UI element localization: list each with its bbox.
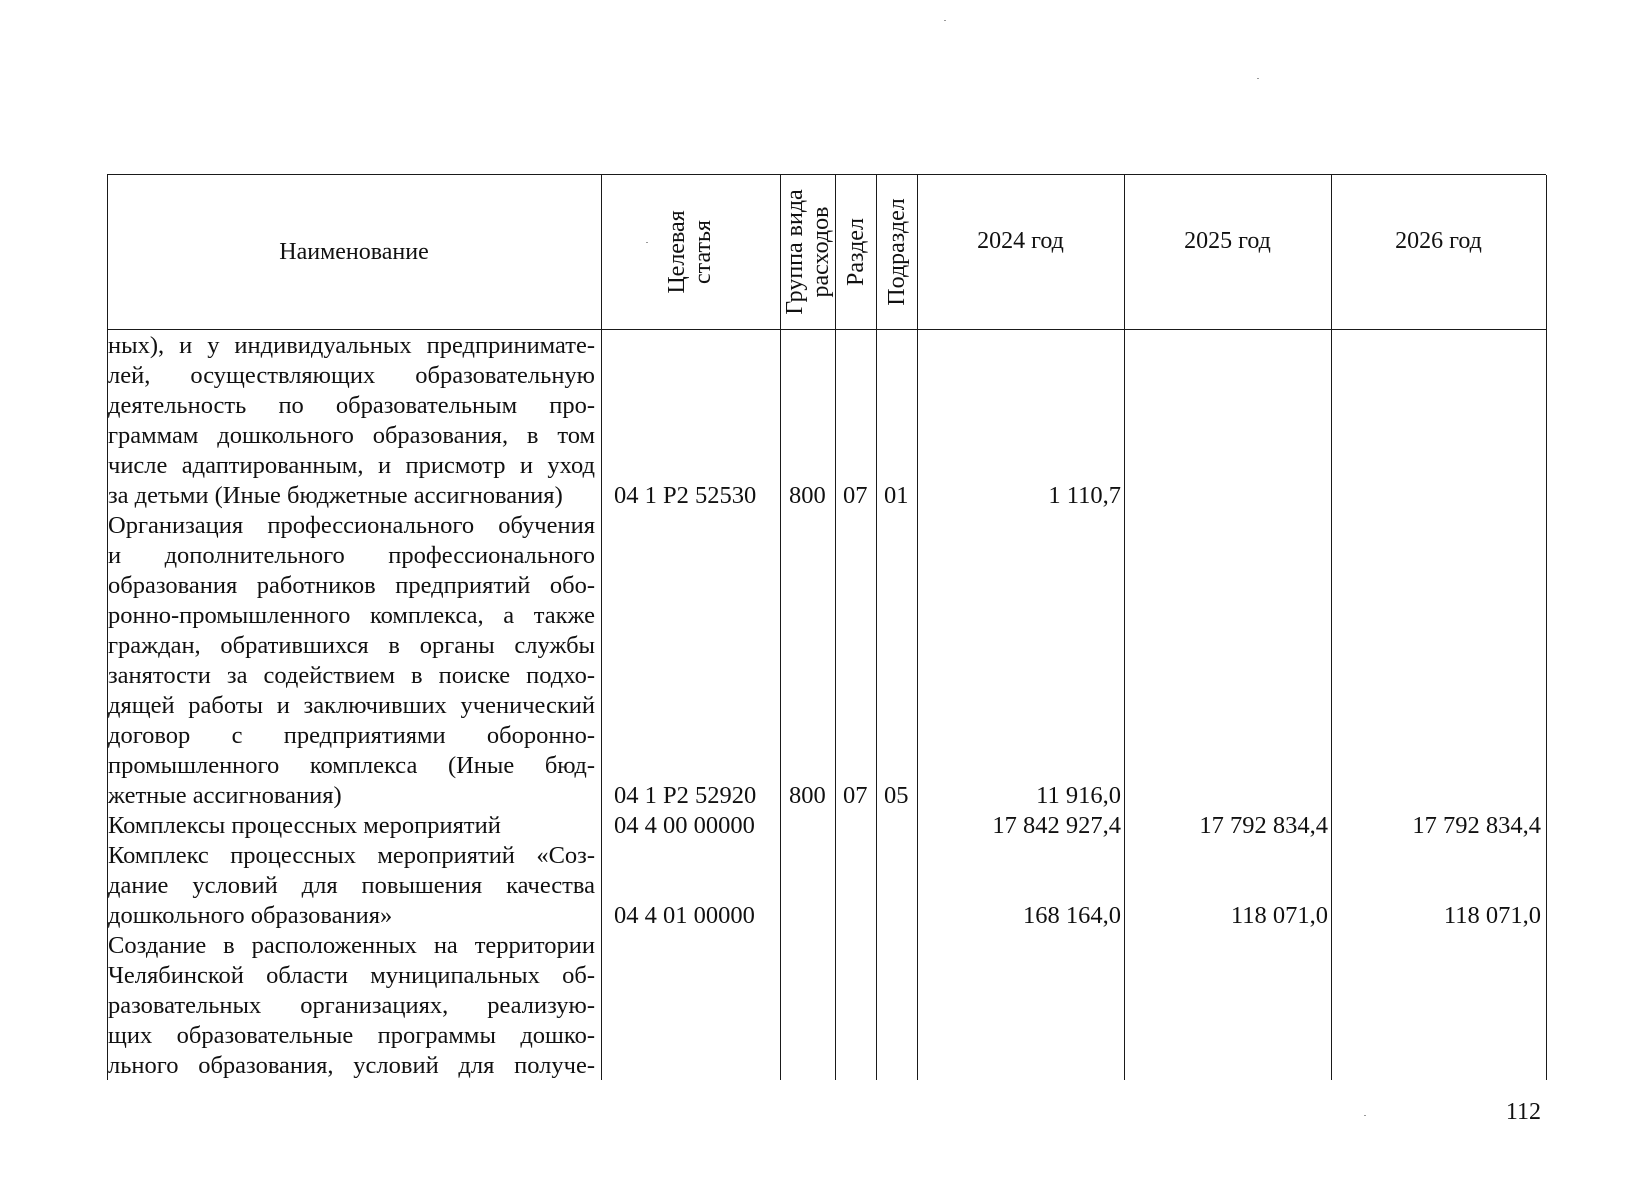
row-name-line: договор с предприятиями оборонно-	[108, 722, 595, 749]
scan-speck	[646, 242, 648, 243]
row-amount-2024: 11 916,0	[1036, 782, 1121, 809]
row-name-line: дящей работы и заключивших ученический	[108, 692, 595, 719]
row-name-line: лей, осуществляющих образовательную	[108, 362, 595, 389]
row-name-line: ных), и у индивидуальных предпринимате-	[108, 332, 595, 359]
row-code: 04 1 Р2 52920	[614, 782, 757, 809]
row-name-line: промышленного комплекса (Иные бюд-	[108, 752, 595, 779]
header-year-2026: 2026 год	[1395, 227, 1482, 254]
header-expense-group-line1: Группа вида	[782, 189, 808, 315]
header-expense-group	[782, 189, 834, 314]
row-name-line: числе адаптированным, и присмотр и уход	[108, 452, 595, 479]
scan-speck	[1257, 78, 1259, 79]
row-name-line: деятельность по образовательным про-	[108, 392, 595, 419]
row-group: 800	[789, 782, 826, 809]
row-name-line: дошкольного образования»	[108, 902, 393, 929]
row-code: 04 4 00 00000	[614, 812, 755, 839]
row-name-line: ронно-промышленного комплекса, а также	[108, 602, 595, 629]
header-section: Раздел	[843, 218, 869, 286]
row-name-line: и дополнительного профессионального	[108, 542, 595, 569]
header-year-2025: 2025 год	[1184, 227, 1271, 254]
row-name-line: Комплекс процессных мероприятий «Соз-	[108, 842, 595, 869]
row-name-line: Комплексы процессных мероприятий	[108, 812, 501, 839]
row-name-line: Создание в расположенных на территории	[108, 932, 595, 959]
row-code: 04 4 01 00000	[614, 902, 755, 929]
header-target-article-line2: статья	[690, 220, 716, 284]
row-code: 04 1 Р2 52530	[614, 482, 757, 509]
row-subsection: 05	[884, 782, 909, 809]
row-name-line: Челябинской области муниципальных об-	[108, 962, 595, 989]
header-expense-group-line2: расходов	[808, 206, 834, 298]
row-subsection: 01	[884, 482, 909, 509]
row-section: 07	[843, 482, 868, 509]
row-name-line: разовательных организациях, реализую-	[108, 992, 595, 1019]
col-border-group	[835, 175, 836, 1080]
header-target-article	[664, 210, 716, 293]
row-amount-2024: 17 842 927,4	[992, 812, 1121, 839]
row-name-line: граждан, обратившихся в органы службы	[108, 632, 595, 659]
header-name: Наименование	[279, 238, 429, 265]
row-amount-2024: 1 110,7	[1048, 482, 1121, 509]
row-name-line: образования работников предприятий обо-	[108, 572, 595, 599]
row-name-line: льного образования, условий для получе-	[108, 1052, 595, 1079]
header-target-article-line1: Целевая	[664, 210, 690, 294]
col-border-subsection	[917, 175, 918, 1080]
row-amount-2026: 17 792 834,4	[1412, 812, 1541, 839]
col-border-name	[601, 175, 602, 1080]
page-number: 112	[1505, 1099, 1541, 1125]
row-name-line: за детьми (Иные бюджетные ассигнования)	[108, 482, 563, 509]
row-name-line: щих образовательные программы дошко-	[108, 1022, 595, 1049]
scan-speck	[1364, 1115, 1366, 1116]
row-amount-2026: 118 071,0	[1443, 902, 1541, 929]
row-name-line: Организация профессионального обучения	[108, 512, 595, 539]
row-section: 07	[843, 782, 868, 809]
row-amount-2025: 118 071,0	[1230, 902, 1328, 929]
header-year-2024: 2024 год	[977, 227, 1064, 254]
col-border-section	[876, 175, 877, 1080]
col-border-2024	[1124, 175, 1125, 1080]
col-border-right	[1546, 175, 1547, 1080]
row-name-line: занятости за содействием в поиске подхо-	[108, 662, 595, 689]
row-amount-2024: 168 164,0	[1023, 902, 1121, 929]
row-name-line: граммам дошкольного образования, в том	[108, 422, 595, 449]
row-amount-2025: 17 792 834,4	[1199, 812, 1328, 839]
row-group: 800	[789, 482, 826, 509]
header-subsection: Подраздел	[884, 198, 910, 306]
scan-speck	[944, 20, 946, 21]
row-name-line: дание условий для повышения качества	[108, 872, 595, 899]
col-border-code	[780, 175, 781, 1080]
col-border-2025	[1331, 175, 1332, 1080]
row-name-line: жетные ассигнования)	[108, 782, 342, 809]
